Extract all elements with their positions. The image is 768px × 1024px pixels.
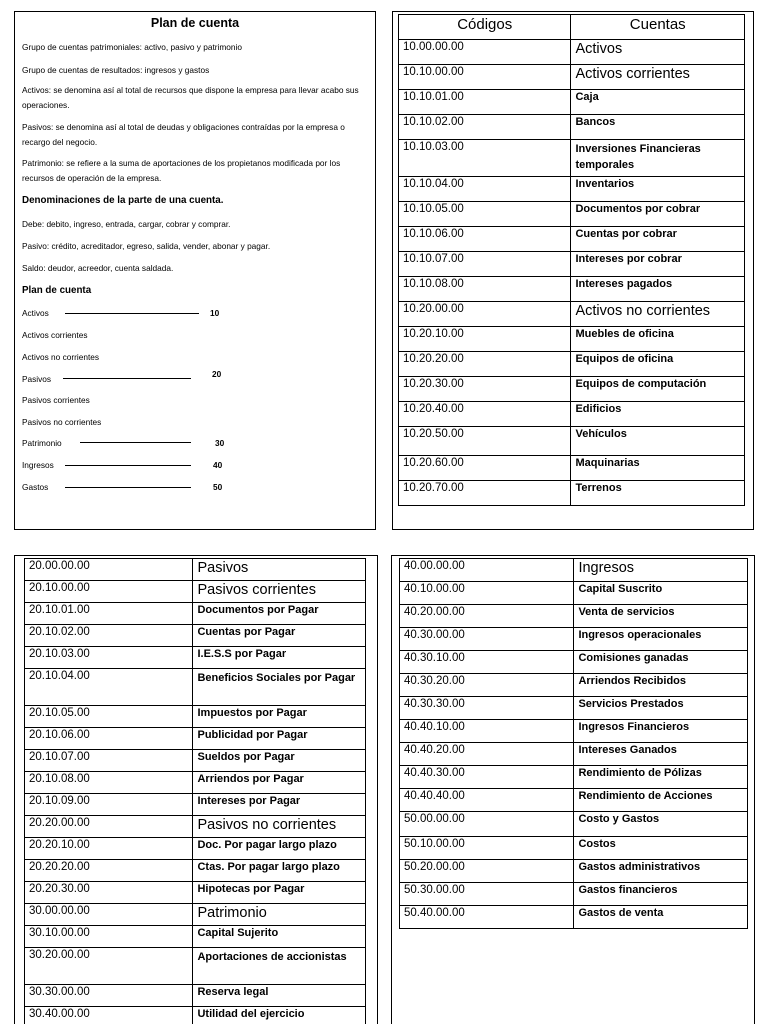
section-heading: Plan de cuenta xyxy=(22,285,92,296)
table-row xyxy=(400,766,748,789)
account-label: Activos xyxy=(22,308,49,318)
account-cell: Edificios xyxy=(571,402,745,427)
account-cell: Impuestos por Pagar xyxy=(193,706,366,728)
code-cell: 10.10.02.00 xyxy=(399,115,571,140)
table-row xyxy=(25,985,366,1007)
code-cell: 10.20.20.00 xyxy=(399,352,571,377)
account-cell: Inversiones Financieras temporales xyxy=(571,140,745,177)
account-cell: Ingresos Financieros xyxy=(574,720,748,743)
code-cell: 20.00.00.00 xyxy=(25,559,193,581)
account-label: Ingresos xyxy=(22,460,54,470)
code-cell: 10.20.70.00 xyxy=(399,481,571,506)
table-row xyxy=(25,926,366,948)
account-cell: Publicidad por Pagar xyxy=(193,728,366,750)
table-row xyxy=(400,906,748,929)
account-code: 50 xyxy=(213,482,223,492)
table-row xyxy=(400,651,748,674)
table-row xyxy=(399,202,745,227)
code-cell: 50.30.00.00 xyxy=(400,883,574,906)
code-cell: 50.10.00.00 xyxy=(400,837,574,860)
account-cell: Cuentas por Pagar xyxy=(193,625,366,647)
account-cell: Maquinarias xyxy=(571,456,745,481)
table-row xyxy=(25,948,366,985)
account-cell: Rendimiento de Pólizas xyxy=(574,766,748,789)
table-row xyxy=(25,581,366,603)
account-cell: Arriendos Recibidos xyxy=(574,674,748,697)
code-cell: 30.40.00.00 xyxy=(25,1007,193,1024)
account-code: 20 xyxy=(212,369,222,379)
intro-line: Saldo: deudor, acreedor, cuenta saldada. xyxy=(22,263,174,273)
table-row xyxy=(399,402,745,427)
ingresos-table xyxy=(399,558,748,929)
account-label: Pasivos xyxy=(22,374,52,384)
account-label: Patrimonio xyxy=(22,438,62,448)
account-label: Pasivos corrientes xyxy=(22,395,90,405)
code-cell: 40.30.10.00 xyxy=(400,651,574,674)
table-row xyxy=(25,816,366,838)
code-cell: 10.20.00.00 xyxy=(399,302,571,327)
intro-line: Pasivos: se denomina así al total de deudas y obligaciones contraídas por la empresa o recargo del negocio. xyxy=(22,122,345,147)
account-cell: Intereses por Pagar xyxy=(193,794,366,816)
account-cell: Costos xyxy=(574,837,748,860)
account-line xyxy=(63,378,191,379)
table-row xyxy=(25,706,366,728)
account-cell: Patrimonio xyxy=(193,904,366,926)
account-cell: Caja xyxy=(571,90,745,115)
table-row xyxy=(400,860,748,883)
account-label: Gastos xyxy=(22,482,49,492)
code-cell: 40.40.30.00 xyxy=(400,766,574,789)
code-cell: 30.00.00.00 xyxy=(25,904,193,926)
ingresos-panel xyxy=(391,555,755,1024)
account-line xyxy=(80,442,191,443)
code-cell: 10.10.06.00 xyxy=(399,227,571,252)
table-row xyxy=(25,838,366,860)
table-row xyxy=(400,582,748,605)
code-cell: 20.10.06.00 xyxy=(25,728,193,750)
table-row xyxy=(25,559,366,581)
table-row xyxy=(399,40,745,65)
activos-panel xyxy=(392,11,754,530)
account-cell: Beneficios Sociales por Pagar xyxy=(193,669,366,706)
account-cell: Servicios Prestados xyxy=(574,697,748,720)
table-row xyxy=(25,772,366,794)
table-row xyxy=(25,904,366,926)
account-cell: Reserva legal xyxy=(193,985,366,1007)
code-cell: 10.20.50.00 xyxy=(399,427,571,456)
intro-line: Grupo de cuentas patrimoniales: activo, pasivo y patrimonio xyxy=(22,42,242,52)
account-cell: Rendimiento de Acciones xyxy=(574,789,748,812)
code-cell: 10.00.00.00 xyxy=(399,40,571,65)
header-cuentas: Cuentas xyxy=(571,15,745,40)
account-label: Pasivos no corrientes xyxy=(22,417,102,427)
table-row xyxy=(25,882,366,904)
account-cell: Equipos de computación xyxy=(571,377,745,402)
table-row xyxy=(400,812,748,837)
table-row xyxy=(399,456,745,481)
table-row xyxy=(399,327,745,352)
account-cell: Ingresos xyxy=(574,559,748,582)
table-row xyxy=(400,743,748,766)
table-row xyxy=(399,177,745,202)
table-row xyxy=(25,750,366,772)
code-cell: 30.30.00.00 xyxy=(25,985,193,1007)
account-cell: Comisiones ganadas xyxy=(574,651,748,674)
code-cell: 40.20.00.00 xyxy=(400,605,574,628)
table-row xyxy=(399,352,745,377)
intro-line: Patrimonio: se refiere a la suma de aportaciones de los propietanos modificada por los recursos de operación de la empresa. xyxy=(22,158,341,183)
account-cell: I.E.S.S por Pagar xyxy=(193,647,366,669)
code-cell: 20.10.03.00 xyxy=(25,647,193,669)
account-label: Activos no corrientes xyxy=(22,352,100,362)
code-cell: 10.20.60.00 xyxy=(399,456,571,481)
intro-line: Activos: se denomina así al total de recursos que dispone la empresa para llevar acabo sus operaciones. xyxy=(22,85,359,110)
account-cell: Activos xyxy=(571,40,745,65)
account-cell: Intereses Ganados xyxy=(574,743,748,766)
account-cell: Aportaciones de accionistas xyxy=(193,948,366,985)
table-row xyxy=(400,837,748,860)
account-cell: Bancos xyxy=(571,115,745,140)
intro-line: Pasivo: crédito, acreditador, egreso, salida, vender, abonar y pagar. xyxy=(22,241,271,251)
account-cell: Cuentas por cobrar xyxy=(571,227,745,252)
code-cell: 10.10.05.00 xyxy=(399,202,571,227)
code-cell: 40.40.40.00 xyxy=(400,789,574,812)
account-cell: Doc. Por pagar largo plazo xyxy=(193,838,366,860)
table-row xyxy=(400,605,748,628)
account-cell: Capital Sujerito xyxy=(193,926,366,948)
account-cell: Pasivos xyxy=(193,559,366,581)
code-cell: 30.10.00.00 xyxy=(25,926,193,948)
code-cell: 40.40.20.00 xyxy=(400,743,574,766)
pasivos-panel xyxy=(14,555,378,1024)
code-cell: 40.30.20.00 xyxy=(400,674,574,697)
account-cell: Activos corrientes xyxy=(571,65,745,90)
table-row xyxy=(399,427,745,456)
account-cell: Documentos por cobrar xyxy=(571,202,745,227)
code-cell: 50.00.00.00 xyxy=(400,812,574,837)
table-row xyxy=(399,115,745,140)
code-cell: 10.10.01.00 xyxy=(399,90,571,115)
account-cell: Activos no corrientes xyxy=(571,302,745,327)
account-line xyxy=(65,313,199,314)
account-cell: Documentos por Pagar xyxy=(193,603,366,625)
code-cell: 10.10.04.00 xyxy=(399,177,571,202)
table-row xyxy=(399,377,745,402)
code-cell: 50.40.00.00 xyxy=(400,906,574,929)
code-cell: 40.30.00.00 xyxy=(400,628,574,651)
account-cell: Costo y Gastos xyxy=(574,812,748,837)
account-cell: Gastos administrativos xyxy=(574,860,748,883)
code-cell: 10.10.07.00 xyxy=(399,252,571,277)
table-row xyxy=(399,481,745,506)
table-row xyxy=(399,65,745,90)
code-cell: 10.20.10.00 xyxy=(399,327,571,352)
account-line xyxy=(65,487,191,488)
account-cell: Intereses pagados xyxy=(571,277,745,302)
code-cell: 20.10.01.00 xyxy=(25,603,193,625)
code-cell: 20.10.02.00 xyxy=(25,625,193,647)
account-cell: Ctas. Por pagar largo plazo xyxy=(193,860,366,882)
table-row xyxy=(25,603,366,625)
table-row xyxy=(400,628,748,651)
pasivos-table xyxy=(24,558,366,1024)
table-row xyxy=(25,1007,366,1024)
intro-line: Grupo de cuentas de resultados: ingresos y gastos xyxy=(22,65,210,75)
account-cell: Pasivos no corrientes xyxy=(193,816,366,838)
account-code: 40 xyxy=(213,460,223,470)
code-cell: 20.20.00.00 xyxy=(25,816,193,838)
table-row xyxy=(400,559,748,582)
panel-title: Plan de cuenta xyxy=(150,16,240,30)
code-cell: 40.10.00.00 xyxy=(400,582,574,605)
account-cell: Utilidad del ejercicio xyxy=(193,1007,366,1024)
plan-de-cuenta-panel xyxy=(14,11,376,530)
account-cell: Muebles de oficina xyxy=(571,327,745,352)
table-row xyxy=(25,669,366,706)
code-cell: 10.20.40.00 xyxy=(399,402,571,427)
intro-line: Debe: debito, ingreso, entrada, cargar, cobrar y comprar. xyxy=(22,219,231,229)
code-cell: 40.40.10.00 xyxy=(400,720,574,743)
code-cell: 30.20.00.00 xyxy=(25,948,193,985)
account-code: 30 xyxy=(215,438,225,448)
activos-table xyxy=(398,14,745,506)
table-row xyxy=(25,647,366,669)
table-row xyxy=(25,860,366,882)
account-cell: Vehículos xyxy=(571,427,745,456)
account-cell: Intereses por cobrar xyxy=(571,252,745,277)
code-cell: 20.10.09.00 xyxy=(25,794,193,816)
code-cell: 20.10.04.00 xyxy=(25,669,193,706)
account-cell: Terrenos xyxy=(571,481,745,506)
table-row xyxy=(400,883,748,906)
code-cell: 40.00.00.00 xyxy=(400,559,574,582)
account-cell: Sueldos por Pagar xyxy=(193,750,366,772)
account-cell: Venta de servicios xyxy=(574,605,748,628)
code-cell: 20.20.20.00 xyxy=(25,860,193,882)
table-row xyxy=(399,140,745,177)
account-cell: Capital Suscrito xyxy=(574,582,748,605)
header-codigos: Códigos xyxy=(399,15,571,40)
table-row xyxy=(399,227,745,252)
code-cell: 10.10.08.00 xyxy=(399,277,571,302)
table-row xyxy=(25,625,366,647)
code-cell: 20.10.08.00 xyxy=(25,772,193,794)
account-cell: Hipotecas por Pagar xyxy=(193,882,366,904)
account-line xyxy=(65,465,191,466)
code-cell: 20.10.07.00 xyxy=(25,750,193,772)
section-heading: Denominaciones de la parte de una cuenta. xyxy=(22,195,224,206)
account-cell: Pasivos corrientes xyxy=(193,581,366,603)
code-cell: 10.20.30.00 xyxy=(399,377,571,402)
table-row xyxy=(400,720,748,743)
code-cell: 50.20.00.00 xyxy=(400,860,574,883)
account-code: 10 xyxy=(210,308,220,318)
code-cell: 20.20.30.00 xyxy=(25,882,193,904)
account-cell: Arriendos por Pagar xyxy=(193,772,366,794)
table-row xyxy=(399,277,745,302)
table-row xyxy=(400,697,748,720)
table-row xyxy=(25,728,366,750)
table-row xyxy=(399,252,745,277)
table-row xyxy=(25,794,366,816)
code-cell: 20.10.00.00 xyxy=(25,581,193,603)
account-cell: Gastos financieros xyxy=(574,883,748,906)
table-row xyxy=(399,90,745,115)
code-cell: 20.20.10.00 xyxy=(25,838,193,860)
table-row xyxy=(399,302,745,327)
account-cell: Gastos de venta xyxy=(574,906,748,929)
table-row xyxy=(400,674,748,697)
code-cell: 40.30.30.00 xyxy=(400,697,574,720)
code-cell: 10.10.03.00 xyxy=(399,140,571,177)
code-cell: 10.10.00.00 xyxy=(399,65,571,90)
account-cell: Inventarios xyxy=(571,177,745,202)
account-cell: Ingresos operacionales xyxy=(574,628,748,651)
account-cell: Equipos de oficina xyxy=(571,352,745,377)
account-label: Activos corrientes xyxy=(22,330,88,340)
code-cell: 20.10.05.00 xyxy=(25,706,193,728)
table-row xyxy=(400,789,748,812)
